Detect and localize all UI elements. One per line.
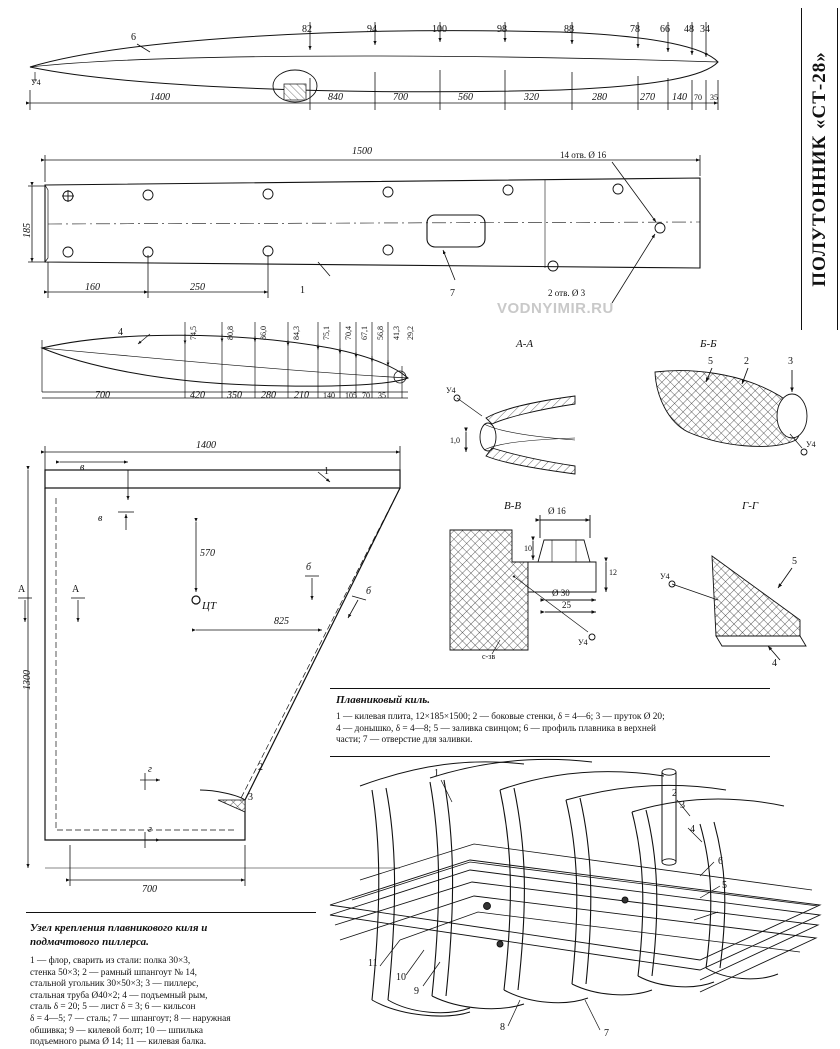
vv-dim-d16: Ø 16 <box>548 506 566 516</box>
ord-4: 75,1 <box>322 326 331 340</box>
bb-mark-u4: У4 <box>806 440 816 449</box>
dim-bot-5: 280 <box>592 92 607 103</box>
mark-b-1: б <box>306 562 312 573</box>
stn-8: 35 <box>378 391 386 400</box>
iso-callout-6: 6 <box>718 856 723 867</box>
fin-keel-legend-line-2: 4 — донышко, δ = 4—8; 5 — заливка свинцом; 6 — профиль плавника в верхней <box>336 723 657 734</box>
ord-2: 86,0 <box>259 326 268 340</box>
fin-keel-legend-line-3: части; 7 — отверстие для заливки. <box>336 735 473 746</box>
plan-bottom-dim: 700 <box>142 884 157 895</box>
plate-dim-160: 160 <box>85 282 100 293</box>
ord-8: 41,3 <box>392 326 401 340</box>
callout-4-side: 4 <box>118 327 123 338</box>
vv-dim-12: 12 <box>609 568 617 577</box>
mark-g-1: г <box>148 764 152 775</box>
iso-callout-8: 8 <box>500 1022 505 1033</box>
gg-callout-5: 5 <box>792 556 797 567</box>
ord-3: 84,3 <box>292 326 301 340</box>
ord-0: 74,5 <box>189 326 198 340</box>
title-rule-inner <box>801 8 802 330</box>
assembly-legend-line-4: стальная труба Ø40×2; 4 — подъемный рым, <box>30 990 208 1001</box>
plan-dim-825: 825 <box>274 616 289 627</box>
assembly-legend-line-2: стенка 50×3; 2 — рамный шпангоут № 14, <box>30 967 197 978</box>
iso-callout-9: 9 <box>414 986 419 997</box>
ord-6: 67,1 <box>360 326 369 340</box>
dim-bot-9: 35 <box>710 93 718 102</box>
plan-left-dim: 1300 <box>22 670 33 690</box>
assembly-legend-line-7: обшивка; 9 — килевой болт; 10 — шпилька <box>30 1025 204 1036</box>
vv-mark-u4: У4 <box>578 638 588 647</box>
callout-6-top: 6 <box>131 32 136 43</box>
dim-top-5: 78 <box>630 24 640 35</box>
iso-callout-7: 7 <box>604 1028 609 1039</box>
stn-7: 70 <box>362 391 370 400</box>
dim-top-8: 34 <box>700 24 710 35</box>
dim-bot-1: 840 <box>328 92 343 103</box>
assembly-title-2: подмачтового пиллерса. <box>30 936 149 948</box>
assembly-legend-line-8: подъемного рыма Ø 14; 11 — килевая балка. <box>30 1037 207 1048</box>
iso-callout-11: 11 <box>368 958 378 969</box>
assembly-rule <box>26 912 316 913</box>
section-bb-label: Б-Б <box>700 338 717 350</box>
assembly-legend-line-1: 1 — флор, сварить из стали: полка 30×3, <box>30 956 191 966</box>
fin-keel-legend <box>336 712 756 747</box>
stn-0: 700 <box>95 390 110 401</box>
mark-a-1: А <box>18 584 26 595</box>
iso-callout-10: 10 <box>396 972 406 983</box>
mark-v-1: в <box>80 462 85 473</box>
dim-bot-2: 700 <box>393 92 408 103</box>
dim-top-4: 88 <box>564 24 574 35</box>
fin-keel-legend-line-1: 1 — килевая плита, 12×185×1500; 2 — боковые стенки, δ = 4—6; 3 — пруток Ø 20; <box>336 712 665 722</box>
ord-1: 80,8 <box>226 326 235 340</box>
plan-callout-1: 1 <box>324 466 329 477</box>
stn-5: 140 <box>323 391 335 400</box>
dim-bot-4: 320 <box>524 92 539 103</box>
iso-callout-2: 2 <box>672 788 677 799</box>
dim-bot-7: 140 <box>672 92 687 103</box>
vv-note-szv: с-зв <box>482 652 496 661</box>
assembly-legend-line-6: δ = 4—5; 7 — сталь; 7 — шпангоут; 8 — наружная <box>30 1014 231 1025</box>
sheet-title-text: ПОЛУТОННИК «СТ-28» <box>809 51 830 287</box>
plan-callout-2: 2 <box>258 762 263 773</box>
stn-4: 210 <box>294 390 309 401</box>
dim-bot-8: 70 <box>694 93 702 102</box>
dim-bot-3: 560 <box>458 92 473 103</box>
stn-1: 420 <box>190 390 205 401</box>
fin-keel-title: Плавниковый киль. <box>336 694 431 706</box>
vv-dim-d30: Ø 30 <box>552 588 570 598</box>
hole-note-bottom: 2 отв. Ø 3 <box>548 288 586 298</box>
dim-top-6: 66 <box>660 24 670 35</box>
aa-mark-u4: У4 <box>446 386 456 395</box>
hole-note-top: 14 отв. Ø 16 <box>560 150 607 160</box>
iso-callout-1: 1 <box>434 768 439 779</box>
fin-keel-rule-top <box>330 688 770 689</box>
assembly-legend-line-3: стальной угольник 30×50×3; 3 — пиллерс, <box>30 979 199 990</box>
plate-dim-250: 250 <box>190 282 205 293</box>
section-aa-label: А-А <box>516 338 534 350</box>
mark-v-2: в <box>98 513 103 524</box>
watermark: VODNYIMIR.RU <box>497 300 614 317</box>
plan-callout-3: 3 <box>248 792 253 803</box>
assembly-legend-line-5: сталь δ = 20; 5 — лист δ = 3; 6 — кильсон <box>30 1002 196 1013</box>
mark-b-2: б <box>366 586 372 597</box>
plan-dim-570: 570 <box>200 548 215 559</box>
dim-top-0: 82 <box>302 24 312 35</box>
stn-3: 280 <box>261 390 276 401</box>
ord-5: 70,4 <box>344 326 353 340</box>
stn-2: 350 <box>227 390 242 401</box>
plate-length: 1500 <box>352 146 372 157</box>
assembly-title-1: Узел крепления плавникового киля и <box>30 922 208 934</box>
gg-mark-u4: У4 <box>660 572 670 581</box>
center-of-gravity-mark: ЦТ <box>202 600 217 612</box>
bb-callout-2: 2 <box>744 356 749 367</box>
dim-bot-6: 270 <box>640 92 655 103</box>
dim-top-3: 98 <box>497 24 507 35</box>
bb-callout-5: 5 <box>708 356 713 367</box>
iso-callout-5: 5 <box>722 880 727 891</box>
bb-callout-3: 3 <box>788 356 793 367</box>
callout-7-plate: 7 <box>450 288 455 299</box>
vv-dim-10: 10 <box>524 544 532 553</box>
mark-u4-top: У4 <box>31 78 41 87</box>
plan-top-dim: 1400 <box>196 440 216 451</box>
vv-dim-25: 25 <box>562 600 571 610</box>
iso-callout-3: 3 <box>680 800 685 811</box>
mark-a-2: А <box>72 584 80 595</box>
fin-keel-rule-bottom <box>330 756 770 757</box>
title-rule-outer <box>837 8 838 330</box>
plate-height: 185 <box>22 223 33 238</box>
gg-callout-4: 4 <box>772 658 777 669</box>
assembly-legend <box>30 956 322 1049</box>
iso-callout-4: 4 <box>690 824 695 835</box>
section-gg-label: Г-Г <box>742 500 759 512</box>
aa-dim-10: 1,0 <box>450 436 460 445</box>
dim-top-2: 100 <box>432 24 447 35</box>
callout-1-plate: 1 <box>300 285 305 296</box>
mark-g-2: г <box>148 824 152 835</box>
section-vv-label: В-В <box>504 500 522 512</box>
ord-9: 29,2 <box>406 326 415 340</box>
stn-6: 105 <box>345 391 357 400</box>
ord-7: 56,8 <box>376 326 385 340</box>
dim-bot-0: 1400 <box>150 92 170 103</box>
dim-top-1: 94 <box>367 24 377 35</box>
dim-top-7: 48 <box>684 24 694 35</box>
sheet-title <box>806 14 834 324</box>
